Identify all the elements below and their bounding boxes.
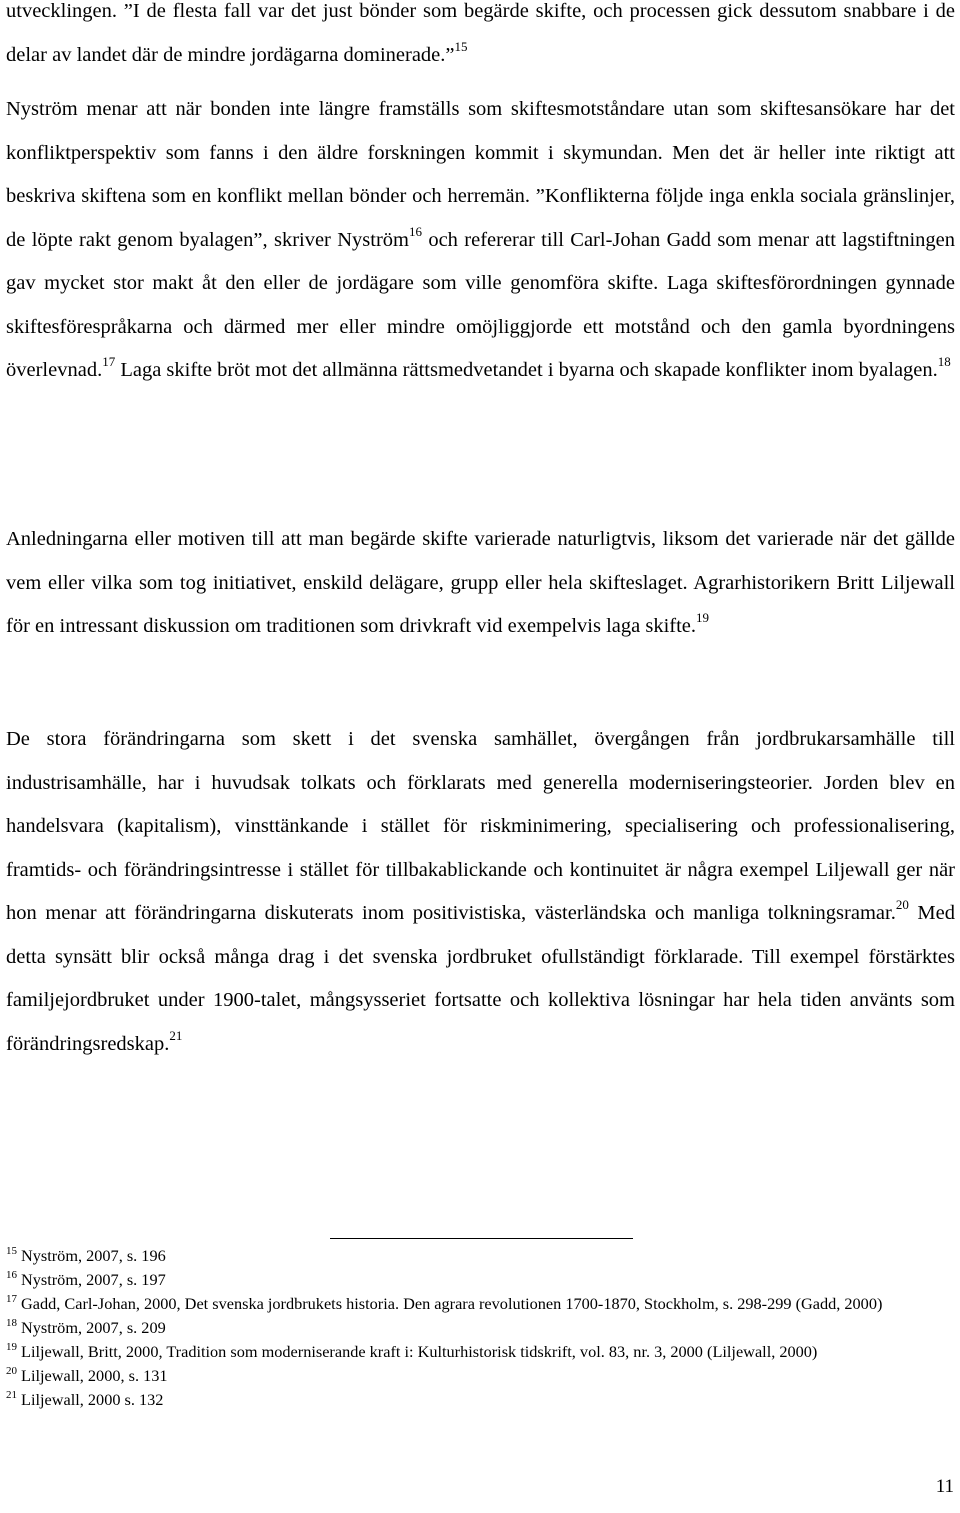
- text-run: och refererar till Carl-Johan Gadd som menar att lagstiftningen gav mycket stor makt åt den eller de jordägare som ville genomföra skifte. Laga skiftesförordningen gynnade skiftesförespråkarna och därmed mer eller mindre omöjliggjorde ett motstånd och den gamla byordningens överlevnad.: [6, 228, 955, 381]
- footnote-number: 18: [6, 1316, 17, 1329]
- footnote-text: Liljewall, Britt, 2000, Tradition som moderniserande kraft i: Kulturhistorisk tidskrift, vol. 83, nr. 3, 2000 (Liljewall, 2000): [21, 1342, 818, 1361]
- footnote-number: 21: [6, 1388, 17, 1401]
- text-run: Nyström menar att när bonden inte längre framställs som skiftesmotståndare utan som skiftesansökare har det konfliktperspektiv som fanns i den äldre forskningen kommit i skymundan. Men det är heller inte riktigt att beskriva skiftena som en konflikt mellan bönder och herremän. ”Konflikterna följde inga enkla sociala gränslinjer, de löpte rakt genom byalagen”, skriver Nyström: [6, 98, 955, 251]
- footnote: [6, 1292, 955, 1316]
- footnote-reference[interactable]: 16: [408, 223, 422, 239]
- footnote-text: Nyström, 2007, s. 197: [21, 1270, 166, 1289]
- footnote-reference[interactable]: 19: [696, 610, 710, 626]
- footnote: [6, 1268, 955, 1292]
- footnote-reference[interactable]: 21: [169, 1027, 183, 1043]
- footnote-number: 20: [6, 1364, 17, 1377]
- footnote-text: Liljewall, 2000, s. 131: [21, 1366, 168, 1385]
- body-paragraph: [6, 0, 955, 77]
- footnote-text: Gadd, Carl-Johan, 2000, Det svenska jordbrukets historia. Den agrara revolutionen 1700-1870, Stockholm, s. 298-299 (Gadd, 2000): [21, 1294, 883, 1313]
- footnote-number: 17: [6, 1292, 17, 1305]
- text-run: De stora förändringarna som skett i det svenska samhället, övergången från jordbrukarsamhälle till industrisamhälle, har i huvudsak tolkats och förklarats med generella moderniseringsteorier. Jorden blev en handelsvara (kapitalism), vinsttänkande i stället för riskminimering, specialisering och professionalisering, framtids- och förändringsintresse i stället för tillbakablickande och kontinuitet är några exempel Liljewall ger när hon menar att förändringarna diskuterats inom positivistiska, västerländska och manliga tolkningsramar.: [6, 728, 955, 924]
- text-run: utvecklingen. ”I de flesta fall var det just bönder som begärde skifte, och processen gick dessutom snabbare i de delar av landet där de mindre jordägarna dominerade.”: [6, 0, 955, 66]
- text-run: Laga skifte bröt mot det allmänna rättsmedvetandet i byarna och skapade konflikter inom byalagen.: [115, 359, 938, 381]
- page-number: 11: [935, 1476, 954, 1497]
- footnote-number: 15: [6, 1244, 17, 1257]
- body-paragraph: [6, 88, 955, 393]
- footnote-reference[interactable]: 18: [937, 354, 951, 370]
- footnote-reference[interactable]: 15: [454, 38, 468, 54]
- footnote: [6, 1316, 955, 1340]
- footnote-text: Nyström, 2007, s. 196: [21, 1246, 166, 1265]
- footnote-number: 19: [6, 1340, 17, 1353]
- footnote-reference[interactable]: 20: [895, 897, 909, 913]
- footnote: [6, 1388, 955, 1412]
- text-run: Anledningarna eller motiven till att man begärde skifte varierade naturligtvis, liksom det varierade när det gällde vem eller vilka som tog initiativet, enskild delägare, grupp eller hela skifteslaget. Agrarhistorikern Britt Liljewall för en intressant diskussion om traditionen som drivkraft vid exempelvis laga skifte.: [6, 528, 955, 637]
- footnote: [6, 1340, 955, 1364]
- body-paragraph: [6, 518, 955, 649]
- footnote: [6, 1244, 955, 1268]
- footnote-separator: [330, 1238, 633, 1239]
- text-run: Med detta synsätt blir också många drag i det svenska jordbruket ofullständigt förklarade. Till exempel förstärktes familjejordbruket under 1900-talet, mångsysseriet fortsatte och kollektiva lösningar har hela tiden använts som förändringsredskap.: [6, 902, 956, 1055]
- footnote-list: [6, 1244, 955, 1412]
- footnote-number: 16: [6, 1268, 17, 1281]
- body-paragraph: [6, 718, 955, 1066]
- footnote-text: Liljewall, 2000 s. 132: [21, 1390, 164, 1409]
- footnote-text: Nyström, 2007, s. 209: [21, 1318, 166, 1337]
- footnote: [6, 1364, 955, 1388]
- footnote-reference[interactable]: 17: [102, 354, 116, 370]
